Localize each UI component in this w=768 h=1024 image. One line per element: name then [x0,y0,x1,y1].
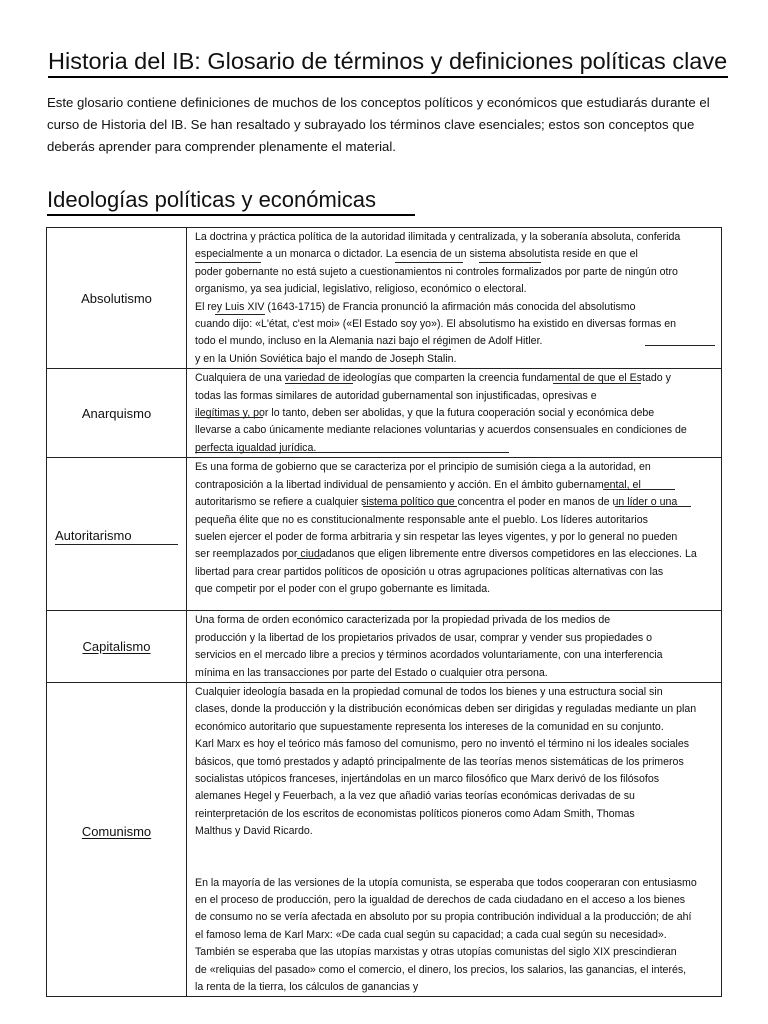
definition-line: organismo, ya sea judicial, legislativo, religioso, económico o electoral. [195,283,527,296]
underline-mark [297,558,321,559]
definition-line: de consumo no se vería afectada en absoluto por su propia contribución individual a la producción; de ahí [195,911,692,924]
definition-cell [187,611,722,683]
term-label: Anarquismo [81,405,152,421]
definition-line: reinterpretación de los escritos de economistas políticos pioneros como Adam Smith, Thomas [195,807,635,820]
term-label: Autoritarismo [55,528,132,544]
definition-line: Cualquier ideología basada en la propiedad comunal de todos los bienes y una estructura social sin [195,685,663,698]
definition-cell [187,458,722,611]
underline-mark [363,506,457,507]
term-cell [47,458,187,611]
term-label: Capitalismo [82,639,151,655]
term-cell [47,228,187,369]
underline-mark [195,262,261,263]
glossary-table [46,227,722,997]
definition-line: suelen ejercer el poder de forma arbitraria y sin respetar las leyes vigentes, y por lo general no pueden [195,530,678,543]
definition-line: La doctrina y práctica política de la autoridad ilimitada y centralizada, y la soberanía absoluta, conferida [195,231,681,243]
definition-line: Una forma de orden económico caracterizada por la propiedad privada de los medios de [195,614,611,627]
underline-mark [603,489,675,490]
term-cell [47,611,187,683]
definition-line: ilegítimas y, por lo tanto, deben ser abolidas, y que la futura cooperación social y económica debe [195,407,655,420]
definition-line: ser reemplazados por ciudadanos que eligen libremente entre diversos competidores en las elecciones. La [195,548,697,561]
definition-line: todas las formas similares de autoridad gubernamental son injustificadas, opresivas e [195,389,597,402]
definition-line: clases, donde la producción y la distribución económicas deben ser dirigidas y reguladas mediante un plan [195,703,697,716]
intro-paragraph: Este glosario contiene definiciones de muchos de los conceptos políticos y económicos que estudiarás durante el curso de Historia del IB. Se han resaltado y subrayado los términos clave esenciales; estos son conceptos que deberás aprender para comprender plenamente el material. [47,95,710,154]
definition-line: el famoso lema de Karl Marx: «De cada cual según su capacidad; a cada cual según su necesidad». [195,928,667,941]
definition-line: servicios en el mercado libre a precios y términos acordados voluntariamente, con una interferencia [195,649,663,662]
underline-mark [55,544,178,545]
definition-line: Es una forma de gobierno que se caracteriza por el principio de sumisión ciega a la autoridad, en [195,461,651,474]
definition-line: Karl Marx es hoy el teórico más famoso del comunismo, pero no inventó el término ni los ideales sociales [195,738,690,751]
definition-cell [187,228,722,369]
definition-line: cuando dijo: «L'état, c'est moi» («El Estado soy yo»). El absolutismo ha existido en diversas formas en [195,318,677,331]
definition-line: Cualquiera de una variedad de ideologías que comparten la creencia fundamental de que el Estado y [195,372,671,385]
table-row [47,228,722,369]
table-row [47,369,722,458]
document-title: Historia del IB: Glosario de términos y definiciones políticas clave [48,46,728,78]
definition-line: que competir por el poder con el grupo gobernante es limitada. [195,583,491,596]
definition-line: Malthus y David Ricardo. [195,825,313,838]
underline-mark [479,262,541,263]
definition-line: de «reliquias del pasado» como el comercio, el dinero, los precios, los salarios, las ganancias, el interés, [195,963,687,976]
definition-line: socialistas utópicos franceses, injertándolas en un marco filosófico que Marx derivó de los filósofos [195,772,660,785]
underline-mark [615,506,691,507]
definition-line: producción y la libertad de los propietarios privados de usar, comprar y vender sus propiedades o [195,631,652,644]
definition-line: especialmente a un monarca o dictador. La esencia de un sistema absolutista reside en que el [195,248,638,261]
section-heading: Ideologías políticas y económicas [47,186,415,216]
term-cell [47,682,187,997]
term-label: Absolutismo [81,290,152,306]
table-row [47,682,722,997]
definition-line: pequeña élite que no es constitucionalmente responsable ante el pueblo. Los líderes autoritarios [195,513,648,526]
table-row [47,611,722,683]
definition-line: y en la Unión Soviética bajo el mando de Joseph Stalin. [195,352,457,365]
definition-line: básicos, que tomó prestados y adaptó principalmente de las teorías menos sistemáticas de los primeros [195,755,684,768]
definition-line: mínima en las transacciones por parte del Estado o cualquier otra persona. [195,666,548,679]
definition-line: en el proceso de producción, pero la igualdad de derechos de cada ciudadano en el acceso a los bienes [195,893,686,906]
definition-line: todo el mundo, incluso en la Alemania nazi bajo el régimen de Adolf Hitler. [195,335,543,348]
definition-line: económico autoritario que supuestamente representa los intereses de la comunidad en su conjunto. [195,720,664,733]
underline-mark [195,452,509,453]
definition-line: En la mayoría de las versiones de la utopía comunista, se esperaba que todos cooperaran con entusiasmo [195,876,697,889]
definition-cell [187,682,722,997]
underline-mark [285,383,353,384]
underline-mark [195,417,263,418]
definition-line: contraposición a la libertad individual de pensamiento y acción. En el ámbito gubernamental, el [195,478,641,491]
term-label: Comunismo [81,824,152,840]
definition-line: poder gobernante no está sujeto a cuestionamientos ni controles formalizados por parte de ningún otro [195,265,678,278]
definition-line: la renta de la tierra, los cálculos de ganancias y [195,981,419,993]
definition-cell [187,369,722,458]
definition-line: El rey Luis XIV (1643-1715) de Francia pronunció la afirmación más conocida del absolutismo [195,300,636,313]
definition-line: libertad para crear partidos políticos de oposición u otras agrupaciones políticas alternativas con las [195,565,664,578]
underline-mark [357,349,451,350]
term-cell [47,369,187,458]
definition-line: También se esperaba que las utopías marxistas y otras utopías comunistas del siglo XIX prescindieran [195,946,677,959]
definition-line: alemanes Hegel y Feuerbach, a la vez que añadió varias teorías económicas derivadas de su [195,790,635,803]
definition-line: perfecta igualdad jurídica. [195,441,317,454]
underline-mark [645,345,715,346]
definition-line: autoritarismo se refiere a cualquier sistema político que concentra el poder en manos de un líder o una [195,496,678,509]
underline-mark [215,314,265,315]
underline-mark [553,383,641,384]
definition-line: llevarse a cabo únicamente mediante relaciones voluntarias y acuerdos consensuales en condiciones de [195,424,687,437]
underline-mark [395,262,463,263]
table-row [47,458,722,611]
